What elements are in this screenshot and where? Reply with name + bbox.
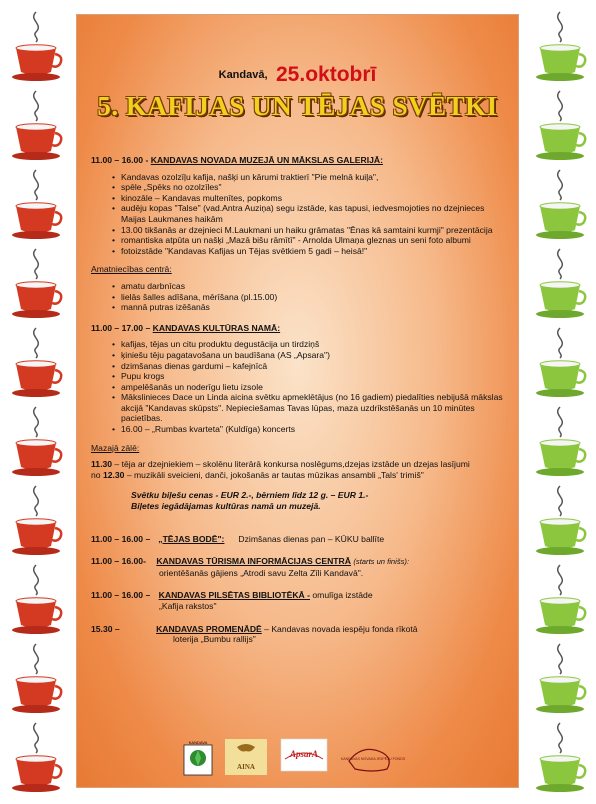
aina-logo — [225, 739, 267, 773]
list-item: • kafijas, tējas un citu produktu degustācija un tirdziņš — [121, 339, 511, 350]
right-cup-icon — [530, 640, 590, 720]
event-row: 11.00 – 16.00 – „TĒJAS BODĒ": Dzimšanas dienas pan – KŪKU ballīte — [91, 533, 385, 544]
right-cup-icon — [530, 166, 590, 246]
list-item: • amatu darbnīcas — [121, 281, 511, 292]
date-label: 25.oktobrī — [276, 63, 377, 86]
right-cup-icon — [530, 719, 590, 799]
list-item: • Mākslinieces Dace un Linda aicina svētku apmeklētājus (no 16 gadiem) piedalīties nebijušā mākslas akcijā "Kandavas skūpsts". Nepieciešamas Tavas lūpas, maza uzdrīkstēšanās un 10 minūtes pacietības. — [121, 392, 511, 424]
crafts-list — [91, 281, 511, 313]
left-cup-icon — [6, 8, 66, 88]
list-item: • ķiniešu tēju pagatavošana un baudīšana (AS „Apsara") — [121, 350, 511, 361]
list-item: • 13.00 tikšanās ar dzejnieci M.Laukmani un haiku grāmatas "Ēnas kā samtaini kurmji" prezentācija — [121, 225, 511, 236]
poster — [76, 14, 519, 788]
list-item: • spēle „Spēks no ozolzīles" — [121, 182, 511, 193]
left-cup-icon — [6, 403, 66, 483]
small-hall-item-1: 11.30 – tēja ar dzejniekiem – skolēnu literārā konkursa noslēgums,dzejas izstāde un dzejas lasījumi — [91, 459, 470, 470]
right-cup-icon — [530, 324, 590, 404]
small-hall-label: Mazajā zālē: — [91, 442, 140, 453]
list-item: • mannā putras izēšanās — [121, 302, 511, 313]
right-cup-icon — [530, 482, 590, 562]
program-content — [91, 155, 511, 645]
section1-heading: 11.00 – 16.00 - KANDAVAS NOVADA MUZEJĀ UN MĀKSLAS GALERIJĀ: — [91, 155, 383, 165]
list-item: • dzimšanas dienas gardumi – kafejnīcā — [121, 361, 511, 372]
right-cup-icon — [530, 561, 590, 641]
list-item: • Kandavas ozolzīļu kafija, našķi un kārumi traktierī "Pie melnā kuiļa", — [121, 172, 511, 183]
list-item: • audēju kopas "Talse" (vad.Antra Auziņa) segu izstāde, kas tapusi, iedvesmojoties no dzejnieces Maijas Laukmanes haikām — [121, 203, 511, 224]
left-cup-icon — [6, 324, 66, 404]
list-item: • ampelēšanās un noderīgu lietu izsole — [121, 382, 511, 393]
crafts-label: Amatniecības centrā: — [91, 264, 172, 275]
event-row: 11.00 – 16.00- KANDAVAS TŪRISMA INFORMĀCIJAS CENTRĀ (starts un finišs): orientēšanās gājiens „Atrodi savu Zelta Zīli Kandavā". — [91, 556, 410, 578]
apsara-logo — [281, 739, 327, 773]
kandava-logo — [183, 739, 213, 773]
event-row: 15.30 – KANDAVAS PROMENĀDĒ – Kandavas novada iespēju fonda rīkotā loterija „Bumbu rallijs" — [91, 623, 418, 645]
section2-heading: 11.00 – 17.00 – KANDAVAS KULTŪRAS NAMĀ: — [91, 322, 281, 333]
list-item: • 16.00 – „Rumbas kvarteta" (Kuldīga) koncerts — [121, 424, 511, 435]
svg-text:KANDAVAS NOVADA IESPĒJU FONDS: KANDAVAS NOVADA IESPĒJU FONDS — [340, 757, 406, 761]
list-item: • romantiska atpūta un našķi „Mazā bišu rāmītī" - Arnolda Ulmaņa gleznas un seni foto albumi — [121, 235, 511, 246]
right-cup-icon — [530, 403, 590, 483]
ticket-prices: Svētku biļešu cenas - EUR 2.-, bērniem līdz 12 g. – EUR 1.- Biļetes iegādājamas kultūras namā un muzejā. — [131, 490, 369, 512]
list-item: • Pupu krogs — [121, 371, 511, 382]
right-cup-icon — [530, 87, 590, 167]
left-cup-icon — [6, 166, 66, 246]
svg-text:ApsarA: ApsarA — [289, 749, 319, 759]
right-cup-icon — [530, 245, 590, 325]
sponsor-logos — [183, 739, 413, 785]
fund-logo — [340, 739, 406, 773]
list-item: • fotoizstāde "Kandavas Kafijas un Tējas svētkiem 5 gadi – heisā!" — [121, 246, 511, 257]
list-item: • kinozāle – Kandavas multenītes, popkoms — [121, 193, 511, 204]
left-cup-icon — [6, 245, 66, 325]
left-cup-icon — [6, 87, 66, 167]
left-cup-icon — [6, 640, 66, 720]
right-cup-border — [530, 0, 590, 800]
place-label: Kandavā, — [218, 69, 268, 81]
small-hall-item-2: no 12.30 – muzikāli sveicieni, danči, jokošanās ar tautas mūzikas ansambli „Tals' trimiš" — [91, 469, 424, 480]
right-cup-icon — [530, 8, 590, 88]
event-row: 11.00 – 16.00 – KANDAVAS PILSĒTAS BIBLIOTĒKĀ - omulīga izstāde „Kafija rakstos" — [91, 590, 373, 611]
section2-list — [91, 339, 511, 434]
section1-list — [91, 172, 511, 257]
svg-text:KANDAVA: KANDAVA — [188, 740, 208, 745]
header-line — [77, 63, 518, 87]
left-cup-icon — [6, 719, 66, 799]
left-cup-icon — [6, 482, 66, 562]
left-cup-border — [6, 0, 66, 800]
svg-text:AINA: AINA — [237, 763, 255, 771]
poster-title: 5. KAFIJAS UN TĒJAS SVĒTKI — [97, 91, 498, 121]
list-item: • lielās šalles adīšana, mērīšana (pl.15.00) — [121, 292, 511, 303]
left-cup-icon — [6, 561, 66, 641]
